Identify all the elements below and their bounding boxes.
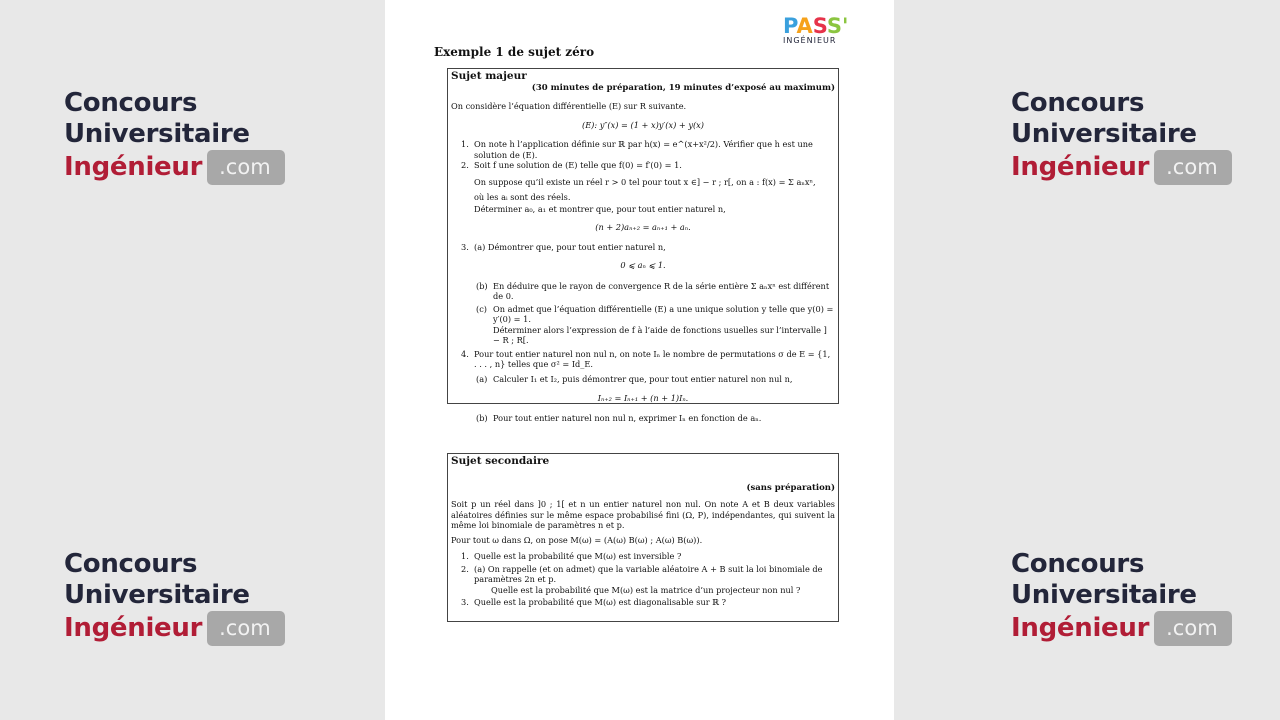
subquestion-label: (a) [476, 373, 488, 384]
logo-line-concours: Concours [64, 88, 198, 118]
minor-q2a-text-2: Quelle est la probabilité que M(ω) est la matrice d’un projecteur non nul ? [491, 584, 801, 595]
question-text: On note h l’application définie sur ℝ par h(x) = e^(x+x²/2). Vérifier que h est une solution de (E). [474, 139, 813, 160]
minor-subject-box [447, 453, 839, 622]
major-question-1 [451, 139, 835, 160]
question-number: 3. [461, 597, 469, 607]
major-subject-box [447, 68, 839, 423]
question-text: Soit f une solution de (E) telle que f(0) = f′(0) = 1. [474, 160, 682, 170]
major-q2-text-1: On suppose qu’il existe un réel r > 0 tel pour tout x ∈] − r ; r[, on a : f(x) = Σ aₙxⁿ, [474, 176, 816, 187]
logo-line-concours: Concours [64, 549, 198, 579]
major-question-2 [451, 160, 835, 171]
question-text: On admet que l’équation différentielle (E) a une unique solution y telle que y(0) = y′(0) = 1. [493, 303, 834, 324]
subquestion-label: (b) [476, 412, 488, 423]
major-q3a-equation: 0 ⩽ aₙ ⩽ 1. [620, 260, 666, 270]
subquestion-label: (a) [474, 563, 486, 574]
question-text: Pour tout entier naturel non nul n, exprimer Iₙ en fonction de aₙ. [493, 412, 762, 423]
question-text: En déduire que le rayon de convergence R de la série entière Σ aₙxⁿ est différent de 0. [493, 280, 830, 301]
major-timing: (30 minutes de préparation, 19 minutes d’exposé au maximum) [531, 82, 835, 93]
pass-logo-word [783, 14, 847, 38]
minor-timing: (sans préparation) [746, 482, 835, 493]
subquestion-label: (a) [474, 241, 486, 252]
side-logo-top-right [1011, 88, 1232, 185]
side-logo-bottom-left [64, 549, 285, 646]
logo-line-ingenieur: Ingénieur [64, 613, 203, 643]
pass-letter-a: A [796, 14, 813, 38]
major-q3c-text-2: Déterminer alors l’expression de f à l’aide de fonctions usuelles sur l’intervalle ] − R ; R[. [493, 324, 827, 345]
minor-question-2 [451, 564, 835, 585]
question-number: 2. [461, 160, 469, 170]
document-title: Exemple 1 de sujet zéro [434, 45, 595, 59]
major-q2-equation: (n + 2)aₙ₊₂ = aₙ₊₁ + aₙ. [595, 222, 691, 232]
question-number: 1. [461, 551, 469, 561]
question-text: Quelle est la probabilité que M(ω) est diagonalisable sur ℝ ? [474, 597, 727, 607]
major-question-3 [451, 242, 835, 253]
pass-ingenieur-logo [783, 14, 847, 45]
major-q2-text-3: Déterminer a₀, a₁ et montrer que, pour tout entier naturel n, [474, 203, 726, 214]
logo-line-concours: Concours [1011, 549, 1145, 579]
logo-line-ingenieur: Ingénieur [1011, 613, 1150, 643]
question-text: Quelle est la probabilité que M(ω) est inversible ? [474, 551, 682, 561]
logo-line-universitaire: Universitaire [1011, 580, 1197, 610]
question-text: Calculer I₁ et I₂, puis démontrer que, pour tout entier naturel non nul n, [493, 373, 793, 384]
minor-question-3 [451, 597, 835, 608]
side-logo-bottom-right [1011, 549, 1232, 646]
logo-line-concours: Concours [1011, 88, 1145, 118]
major-q4a-equation: Iₙ₊₂ = Iₙ₊₁ + (n + 1)Iₙ. [597, 393, 689, 403]
major-intro: On considère l’équation différentielle (E) sur R suivante. [451, 101, 687, 111]
major-equation: (E): y″(x) = (1 + x)y′(x) + y(x) [582, 119, 704, 130]
minor-subject-heading: Sujet secondaire [451, 455, 550, 467]
major-q2-text-2: où les aᵢ sont des réels. [474, 192, 571, 202]
minor-intro-2: Pour tout ω dans Ω, on pose M(ω) = (A(ω) B(ω) ; A(ω) B(ω)). [451, 534, 703, 545]
question-text: Démontrer que, pour tout entier naturel n, [487, 241, 666, 252]
pass-letter-p: P [783, 14, 797, 38]
minor-intro: Soit p un réel dans ]0 ; 1[ et n un entier naturel non nul. On note A et B deux variables aléatoires définies sur le même espace probabilisé fini (Ω, P), indépendantes, qui suivent la même loi binomiale de paramètres n et p. [451, 499, 835, 530]
logo-line-universitaire: Universitaire [1011, 119, 1197, 149]
major-question-3c [451, 304, 835, 325]
logo-dot-com: .com [1154, 150, 1232, 185]
question-number: 1. [461, 139, 469, 149]
major-question-4 [451, 349, 835, 370]
major-question-4a [451, 374, 835, 385]
logo-line-ingenieur: Ingénieur [1011, 152, 1150, 182]
document-page [385, 0, 894, 720]
logo-dot-com: .com [207, 150, 285, 185]
question-number: 4. [461, 348, 469, 359]
question-number: 3. [461, 241, 469, 252]
pass-letter-s: S [812, 14, 827, 38]
pass-letter-s-prime: S' [826, 14, 849, 38]
question-text: On rappelle (et on admet) que la variable aléatoire A + B suit la loi binomiale de paramètres 2n et p. [474, 563, 823, 584]
minor-question-1 [451, 551, 835, 562]
logo-dot-com: .com [1154, 611, 1232, 646]
question-number: 2. [461, 563, 469, 574]
major-question-3b [451, 281, 835, 302]
logo-line-universitaire: Universitaire [64, 119, 250, 149]
major-subject-heading: Sujet majeur [451, 70, 527, 82]
logo-line-ingenieur: Ingénieur [64, 152, 203, 182]
subquestion-label: (b) [476, 280, 488, 291]
side-logo-top-left [64, 88, 285, 185]
pass-logo-subtitle: INGÉNIEUR [783, 36, 837, 45]
logo-dot-com: .com [207, 611, 285, 646]
question-text: Pour tout entier naturel non nul n, on note Iₙ le nombre de permutations σ de E = {1, . . . , n} telles que σ² = Id_E. [474, 348, 831, 369]
major-question-4b [451, 413, 835, 424]
subquestion-label: (c) [476, 303, 487, 314]
logo-line-universitaire: Universitaire [64, 580, 250, 610]
